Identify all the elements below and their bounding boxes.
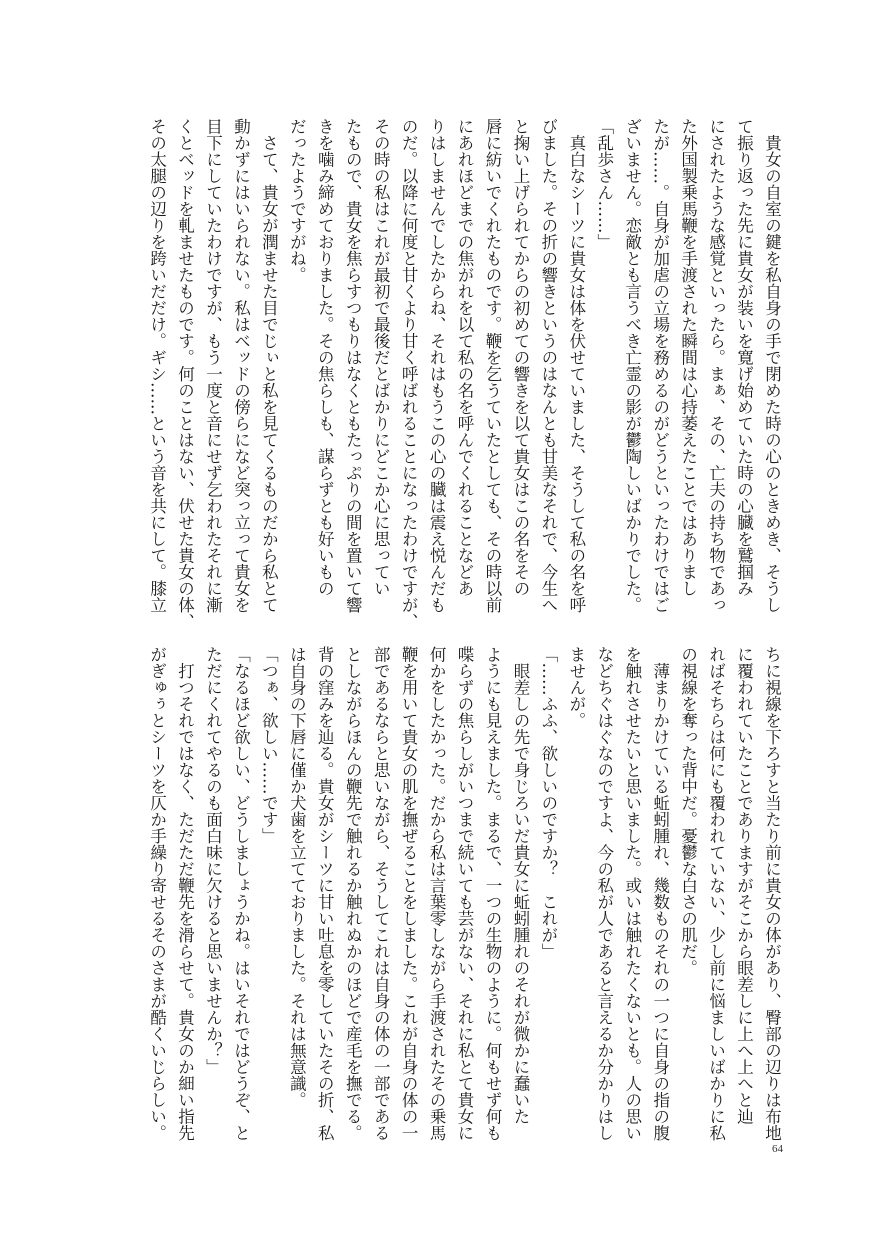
page-number: 64 — [772, 1143, 783, 1155]
text-column: 薄まりかけている蚯蚓腫れ、幾数ものそれの一つに自身の指の腹 — [650, 646, 670, 1141]
text-column: 唇に紡いでくれたものです。鞭を乞うていたとしても、その時以前 — [483, 118, 502, 613]
text-column: と掬い上げられてからの初めての響きを以て貴女はこの名をその — [510, 118, 530, 597]
text-column: にあれほどまでの焦がれを以て私の名を呼んでくれることなどあ — [455, 118, 475, 597]
text-column: だったようですがね。 — [287, 118, 307, 283]
text-column: びました。その折の響きというのはなんとも甘美なそれで、今生へ — [538, 118, 558, 613]
text-column: ちに視線を下ろすと当たり前に貴女の体があり、臀部の辺りは布地 — [762, 646, 782, 1141]
text-column: さて、貴女が潤ませた目でじぃと私を見てくるものだから私とて — [259, 118, 279, 613]
text-column: 「……ふふ、欲しいのですか？ これが」 — [538, 646, 558, 960]
text-column: 打つそれではなく、ただただ鞭先を滑らせて。貴女のか細い指先 — [175, 646, 195, 1141]
text-column: にされたような感覚といったら。まぁ、その、亡夫の持ち物であっ — [706, 118, 726, 613]
text-column: に覆われていたことでありますがそこから眼差しに上へ上へと辿 — [734, 646, 754, 1125]
text-column: 「つぁ、欲しい……です」 — [259, 646, 279, 844]
text-column: などちぐはぐなのですよ、今の私が人であると言えるか分かりはし — [594, 646, 614, 1141]
text-column: たが……。自身が加虐の立場を務めるのがどうといったわけではご — [650, 118, 670, 613]
text-column: ようにも見えました。まるで、一つの生物のように。何もせず何も — [483, 646, 502, 1141]
text-column: きを噛み締めておりました。その焦らしも、謀らずとも好いもの — [315, 118, 335, 597]
text-column: のだ。以降に何度と甘くより甘く呼ばれることになったわけですが、 — [399, 118, 419, 630]
text-column: たもので、貴女を焦らすつもりはなくともたっぷりの間を置いて響 — [343, 118, 363, 613]
text-column: 目下にしていたわけですが、もう一度と音にせず乞われたそれに漸 — [203, 118, 223, 613]
text-column: は自身の下唇に僅か犬歯を立てておりました。それは無意識。 — [287, 646, 307, 1108]
text-column: 貴女の自室の鍵を私自身の手で閉めた時の心のときめき、そうし — [762, 118, 782, 613]
text-column: て振り返った先に貴女が装いを寛げ始めていた時の心臓を鷲掴み — [734, 118, 754, 597]
text-column: 部であるならと思いながら、そうしてこれは自身の体の一部である — [371, 646, 391, 1141]
text-column: 動かずにはいられない。私はベッドの傍らになど突っ立って貴女を — [231, 118, 251, 613]
text-column: ざいません。恋敵とも言うべき亡霊の影が鬱陶しいばかりでした。 — [622, 118, 642, 613]
text-column: を触れさせたいと思いました。或いは触れたくないとも。人の思い — [622, 646, 642, 1141]
text-column: としながらほんの鞭先で触れるか触れぬかのほどで産毛を撫でる。 — [343, 646, 363, 1141]
text-column: ただにくれてやるのも面白味に欠けると思いませんか？」 — [203, 646, 223, 1075]
text-column: くとベッドを軋ませたものです。何のことはない、伏せた貴女の体、 — [175, 118, 195, 630]
text-column: その時の私はこれが最初で最後だとばかりにどこか心に思ってい — [371, 118, 391, 597]
text-column: 真白なシーツに貴女は体を伏せていました、そうして私の名を呼 — [566, 118, 586, 613]
text-column: 何かをしたかった。だから私は言葉零しながら手渡されたその乗馬 — [427, 646, 447, 1141]
text-column: た外国製乗馬鞭を手渡された瞬間は心持萎えたことではありまし — [678, 118, 698, 597]
text-column: 「乱歩さん……」 — [594, 118, 614, 250]
text-column: 喋らずの焦らしがいつまで続いても芸がない、それに私とて貴女に — [455, 646, 475, 1141]
text-column: 背の窪みを辿る。貴女がシーツに甘い吐息を零していたその折、私 — [315, 646, 335, 1141]
text-column: 鞭を用いて貴女の肌を撫ぜることをしました。これが自身の体の一 — [399, 646, 419, 1141]
text-column: ればそちらは何にも覆われていない、少し前に悩ましいばかりに私 — [706, 646, 726, 1141]
text-column: りはしませんでしたからね、それはもうこの心の臓は震え悦んだも — [427, 118, 447, 613]
text-column: その太腿の辺りを跨いだだけ。ギシ……という音を共にして。膝立 — [147, 118, 167, 613]
text-column: ませんが。 — [566, 646, 586, 729]
text-column: 眼差しの先で身じろいだ貴女に蚯蚓腫れのそれが微かに蠢いた — [510, 646, 530, 1125]
text-column: 「なるほど欲しい、どうしましょうかね。はいそれではどうぞ、と — [231, 646, 251, 1141]
text-column: がぎゅぅとシーツを仄か手繰り寄せるそのさまが酷くいじらしい。 — [147, 646, 167, 1141]
text-column: の視線を奪った背中だ。憂鬱な白さの肌だ。 — [678, 646, 698, 976]
